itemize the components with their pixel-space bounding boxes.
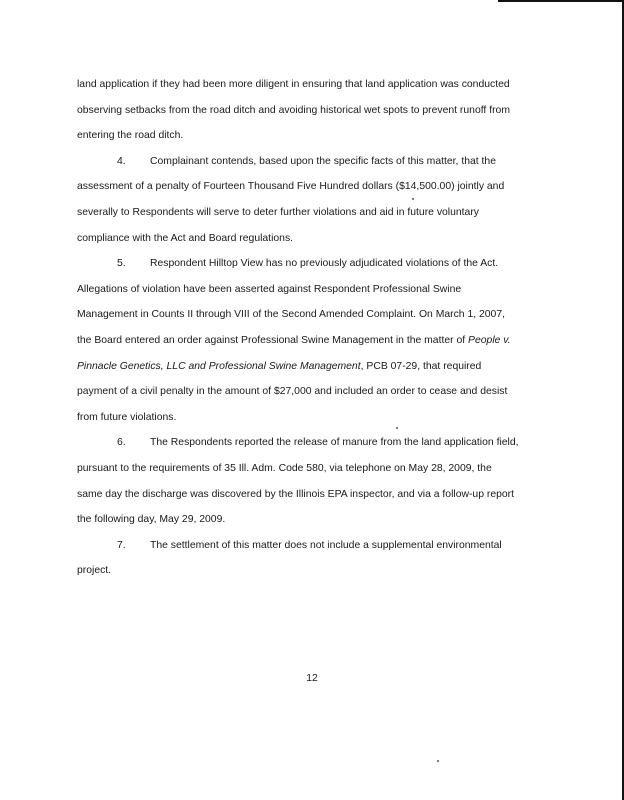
text-line: land application if they had been more diligent in ensuring that land application was conducted	[77, 79, 510, 90]
text-line: observing setbacks from the road ditch and avoiding historical wet spots to prevent runoff from	[77, 104, 510, 116]
text-line: from future violations.	[77, 411, 177, 423]
case-name-italic: People v.	[468, 334, 511, 346]
paragraph-7-first-line: 7. The settlement of this matter does not include a supplemental environmental	[77, 533, 557, 559]
paragraph-5-first-line: 5. Respondent Hilltop View has no previously adjudicated violations of the Act.	[77, 251, 557, 277]
scan-speck	[396, 427, 398, 429]
text-line: the Board entered an order against Professional Swine Management in the matter of People v.	[77, 334, 511, 346]
text-line: Management in Counts II through VIII of the Second Amended Complaint. On March 1, 2007,	[77, 309, 505, 321]
paragraph-number: 7.	[117, 539, 126, 551]
scan-speck	[437, 760, 439, 762]
paragraph-6-first-line: 6. The Respondents reported the release of manure from the land application field,	[77, 430, 557, 456]
case-name-italic: Pinnacle Genetics, LLC and Professional Swine Management	[77, 360, 361, 372]
text-line: same day the discharge was discovered by the Illinois EPA inspector, and via a follow-up report	[77, 488, 515, 500]
paragraph-4-first-line: 4. Complainant contends, based upon the specific facts of this matter, that the	[77, 149, 557, 175]
paragraph-number: 6.	[117, 437, 126, 449]
page-edge-top	[498, 0, 624, 2]
paragraph-number: 5.	[117, 258, 126, 270]
text-line: entering the road ditch.	[77, 130, 184, 142]
text-line: the following day, May 29, 2009.	[77, 514, 226, 526]
paragraph-number: 4.	[117, 155, 126, 167]
page-number: 12	[306, 673, 318, 684]
text-line: compliance with the Act and Board regulations.	[77, 232, 294, 244]
document-body	[77, 72, 557, 584]
text-line: severally to Respondents will serve to deter further violations and aid in future voluntary	[77, 206, 479, 218]
text-line: payment of a civil penalty in the amount of $27,000 and included an order to cease and desist	[77, 386, 508, 398]
text-line: Pinnacle Genetics, LLC and Professional Swine Management, PCB 07-29, that required	[77, 360, 482, 372]
text-line: project.	[77, 565, 112, 577]
text-line: pursuant to the requirements of 35 Ill. Adm. Code 580, via telephone on May 28, 2009, the	[77, 462, 492, 474]
text-line: assessment of a penalty of Fourteen Thousand Five Hundred dollars ($14,500.00) jointly and	[77, 181, 505, 193]
text-line: Allegations of violation have been asserted against Respondent Professional Swine	[77, 283, 462, 295]
scan-speck	[412, 198, 414, 200]
